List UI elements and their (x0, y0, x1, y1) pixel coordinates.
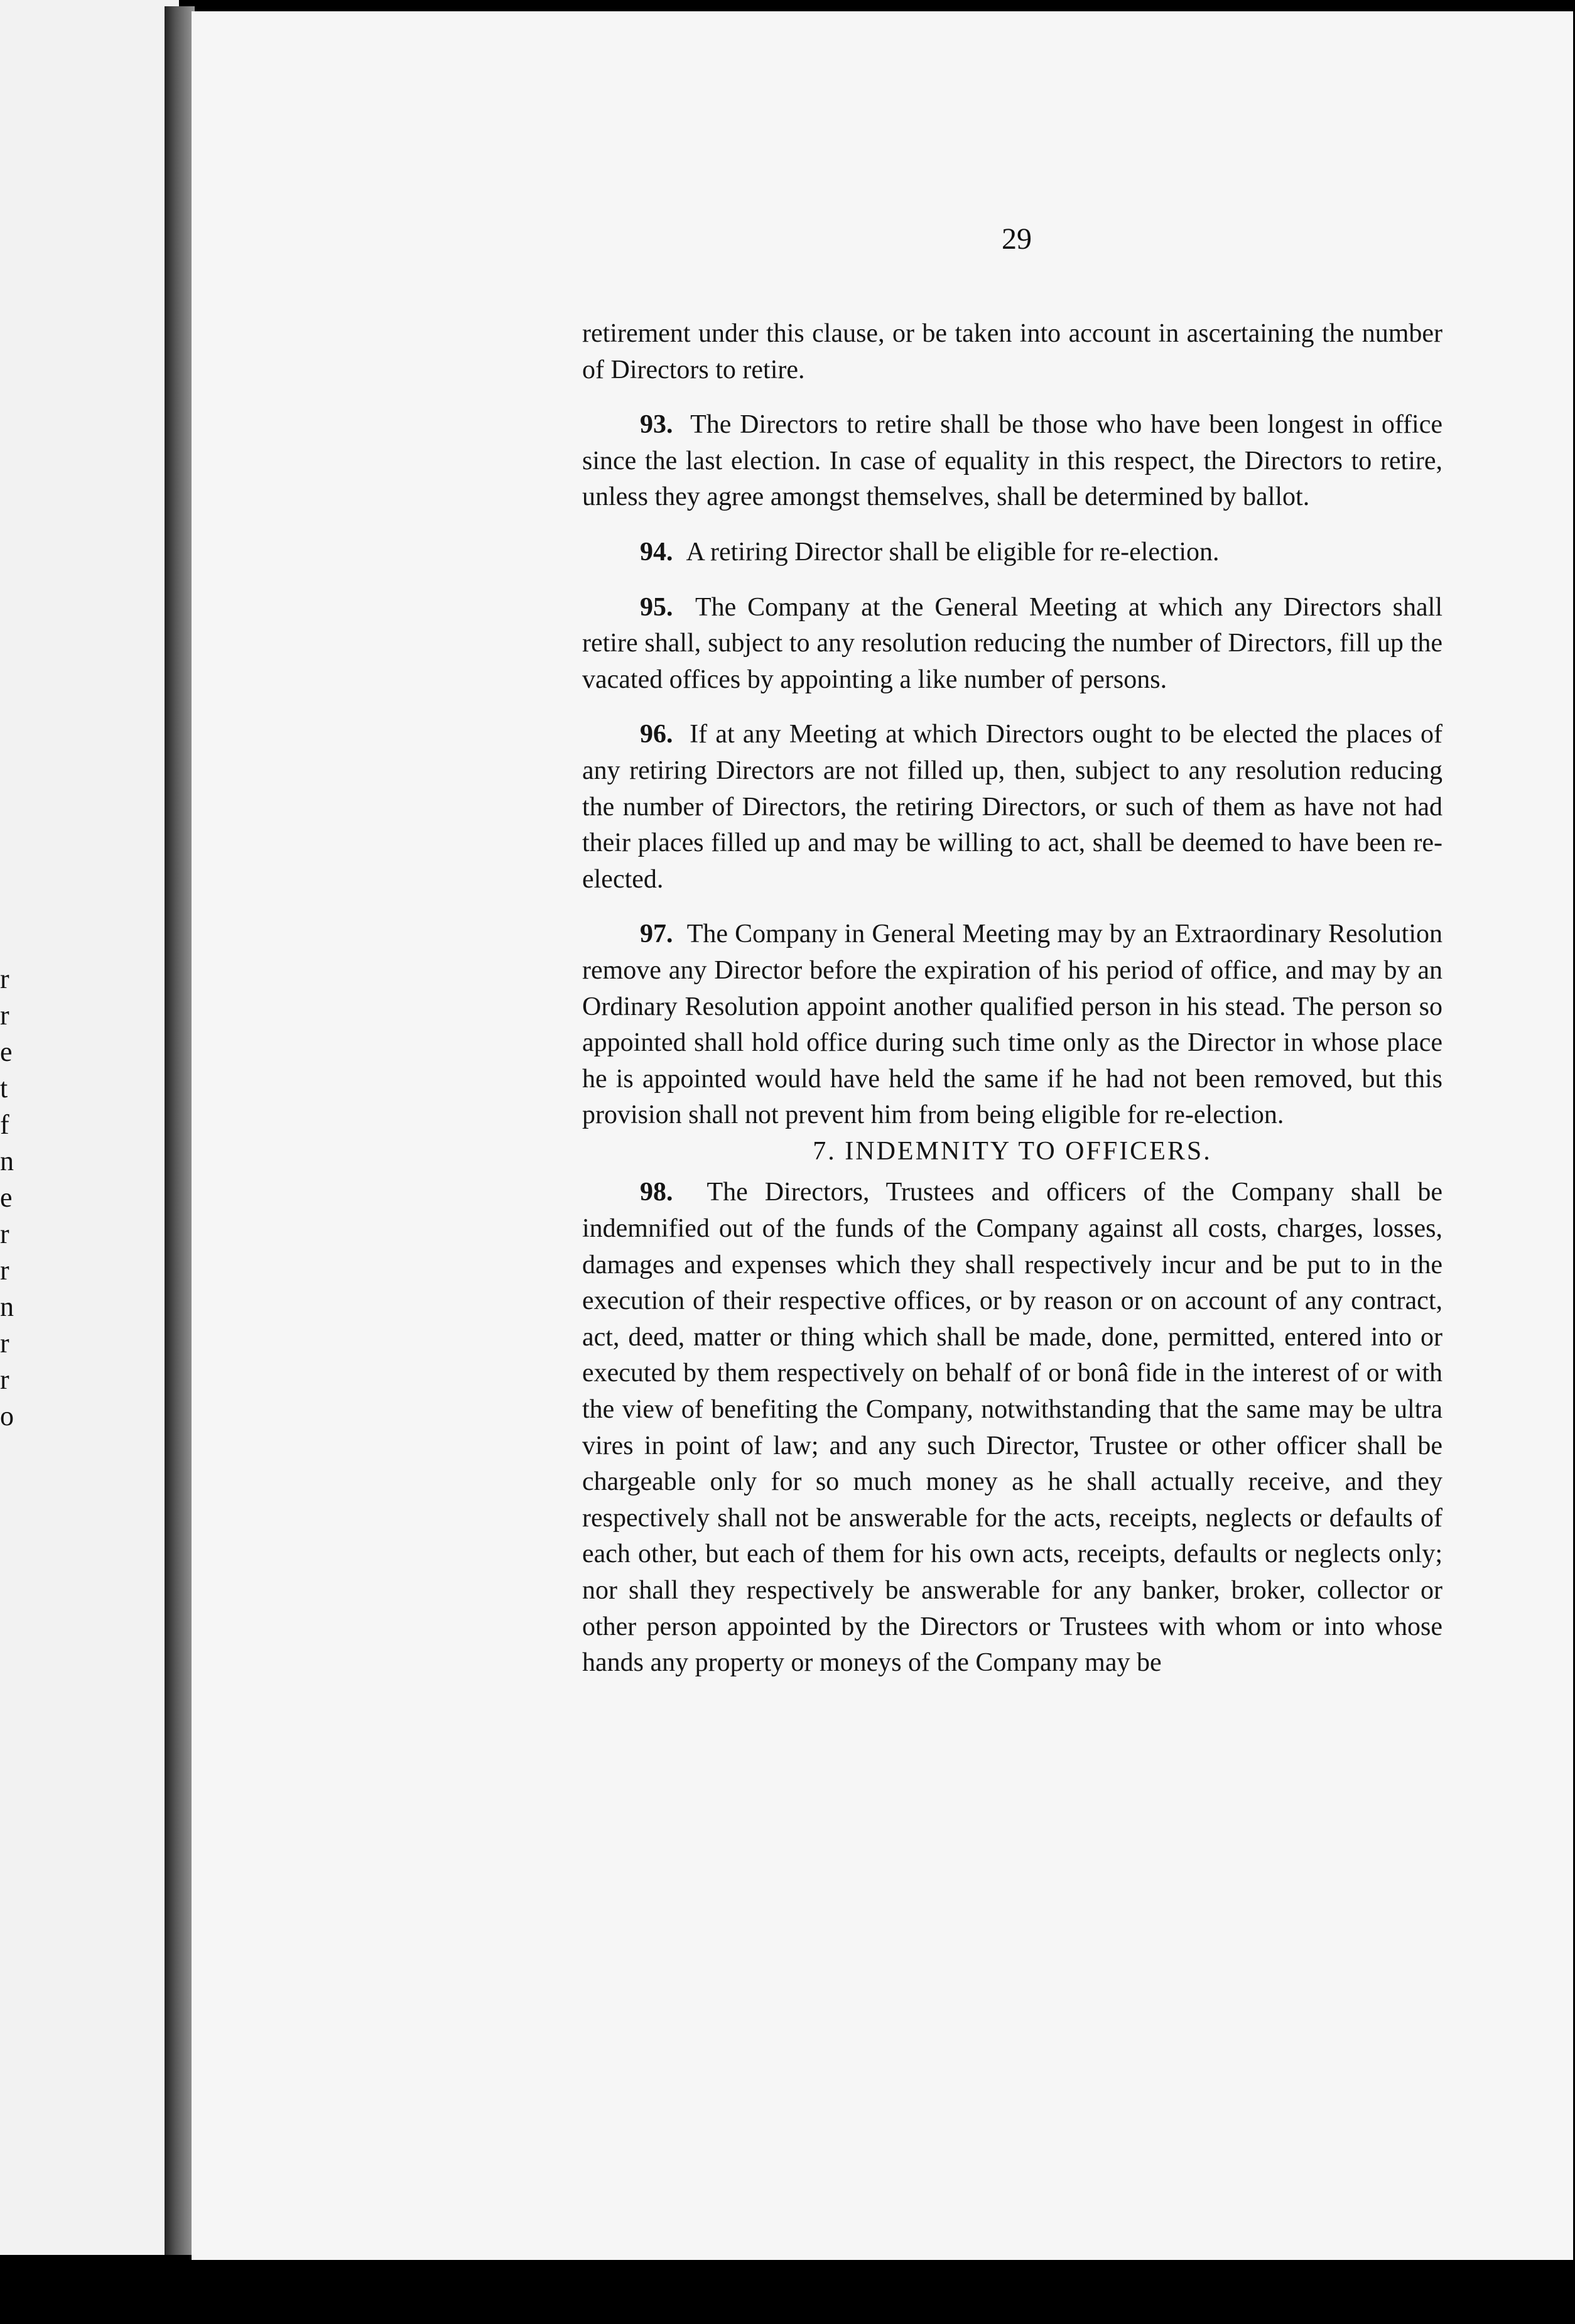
facing-page-edge-text (0, 961, 25, 1435)
clause-text: The Company at the General Meeting at which any Directors shall retire shall, subject to any resolution reducing the number of Directors, fill up the vacated offices by appointing a like number of persons. (582, 592, 1442, 694)
clause-number: 98. (640, 1178, 673, 1207)
edge-char: r (0, 1328, 9, 1359)
edge-char: r (0, 964, 9, 994)
clause-number: 93. (640, 410, 673, 440)
edge-char: r (0, 1255, 9, 1286)
edge-char: t (0, 1073, 8, 1104)
clause-text: If at any Meeting at which Directors ought to be elected the places of any retiring Directors are not filled up, then, subject to any resolution reducing the number of Directors, the retiring Directors, or such of them as have not had their places filled up and may be willing to act, shall be deemed to have been re-elected. (582, 720, 1443, 894)
edge-char: n (0, 1291, 14, 1322)
edge-char: r (0, 1219, 9, 1249)
clause-95 (582, 590, 1442, 698)
page-number: 29 (1002, 222, 1032, 256)
book-gutter (165, 6, 195, 2255)
clause-number: 97. (640, 920, 673, 949)
clause-96 (582, 717, 1442, 898)
body-text (582, 297, 1442, 1681)
clause-94 (582, 535, 1442, 571)
clause-number: 94. (640, 537, 673, 567)
section-heading: 7. INDEMNITY TO OFFICERS. (813, 1136, 1212, 1166)
edge-char: e (0, 1036, 13, 1067)
edge-char: o (0, 1401, 14, 1431)
clause-number: 96. (640, 720, 673, 749)
edge-char: r (0, 1364, 9, 1395)
continuation-paragraph: retirement under this clause, or be taken into account in ascertaining the number of Directors to retire. (582, 319, 1442, 384)
document-page (192, 11, 1573, 2260)
edge-char: f (0, 1109, 9, 1140)
clause-text: The Directors to retire shall be those who have been longest in office since the last election. In case of equality in this respect, the Directors to retire, unless they agree amongst themselves, shall be determined by ballot. (582, 410, 1443, 512)
facing-page (0, 0, 179, 2255)
clause-text: A retiring Director shall be eligible for re-election. (686, 537, 1220, 567)
clause-text: The Company in General Meeting may by an Extraordinary Resolution remove any Director before the expiration of his period of office, and may by an Ordinary Resolution appoint another qualified person in his stead. The person so appointed shall hold office during such time only as the Director in whose place he is appointed would have held the same if he had not been removed, but this provision shall not prevent him from being eligible for re-election. (582, 920, 1443, 1130)
edge-char: r (0, 1000, 9, 1031)
clause-98 (582, 1175, 1442, 1681)
clause-text: The Directors, Trustees and officers of the Company shall be indemnified out of the funds of the Company against all costs, charges, losses, damages and expenses which they shall respectively incur and be put to in the execution of their respective offices, or by reason or on account of any contract, act, deed, matter or thing which shall be made, done, permitted, entered into or executed by them respectively on behalf of or bonâ fide in the interest of or with the view of benefiting the Company, notwithstanding that the same may be ultra vires in point of law; and any such Director, Trustee or other officer shall be chargeable only for so much money as he shall actually receive, and they respectively shall not be answerable for the acts, receipts, neglects or defaults of each other, but each of them for his own acts, receipts, defaults or neglects only; nor shall they respectively be answerable for any banker, broker, collector or other person appointed by the Directors or Trustees with whom or into whose hands any property or moneys of the Company may be (582, 1178, 1442, 1678)
clause-97 (582, 916, 1442, 1134)
clause-93 (582, 407, 1442, 516)
edge-char: e (0, 1182, 13, 1213)
edge-char: n (0, 1146, 14, 1176)
clause-number: 95. (640, 592, 673, 622)
